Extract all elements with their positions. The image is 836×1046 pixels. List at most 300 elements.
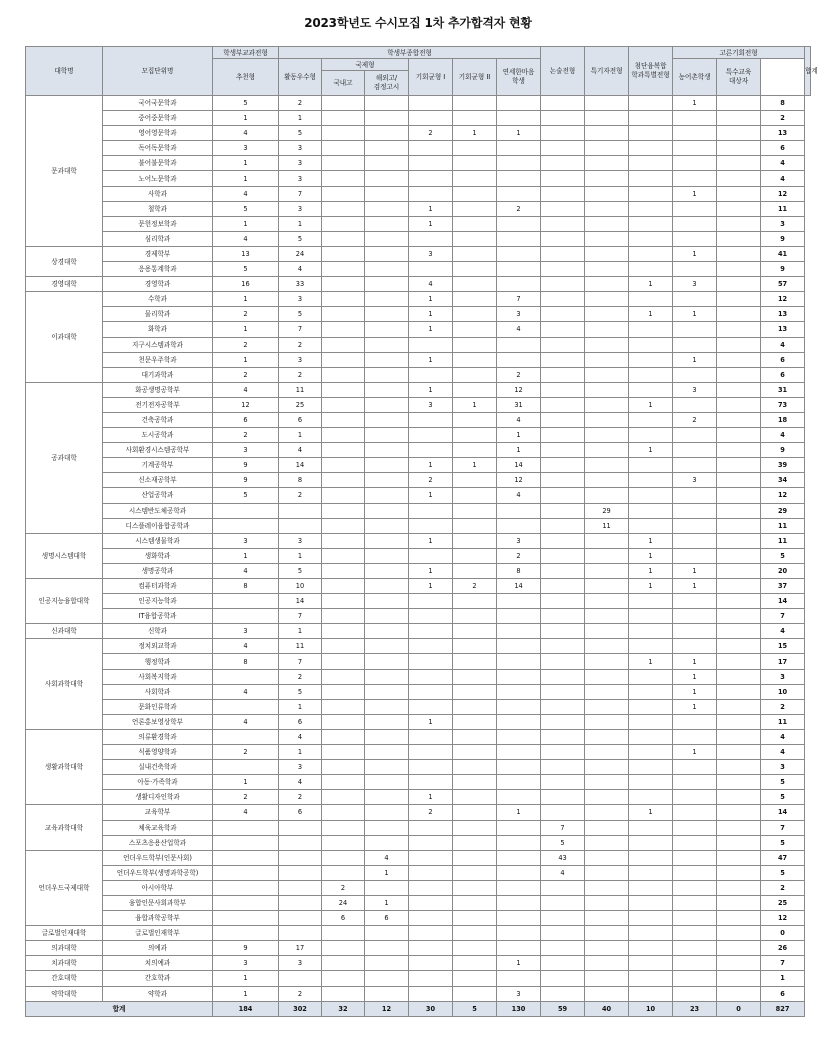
row-total: 11 xyxy=(761,201,805,216)
count-cell xyxy=(279,503,322,518)
count-cell xyxy=(497,594,541,609)
count-cell xyxy=(673,986,717,1001)
count-cell xyxy=(365,926,409,941)
count-cell xyxy=(585,473,629,488)
count-cell xyxy=(322,292,365,307)
count-cell xyxy=(585,835,629,850)
total-cell: 827 xyxy=(761,1001,805,1016)
count-cell: 6 xyxy=(213,412,279,427)
count-cell xyxy=(453,835,497,850)
row-total: 4 xyxy=(761,428,805,443)
table-row xyxy=(26,231,811,246)
table-row xyxy=(26,775,811,790)
count-cell xyxy=(717,790,761,805)
count-cell xyxy=(453,609,497,624)
count-cell xyxy=(673,231,717,246)
count-cell xyxy=(365,729,409,744)
count-cell xyxy=(409,503,453,518)
count-cell xyxy=(585,911,629,926)
count-cell: 2 xyxy=(213,367,279,382)
count-cell xyxy=(453,518,497,533)
unit-name: 디스플레이융합공학과 xyxy=(103,518,213,533)
count-cell: 2 xyxy=(322,880,365,895)
count-cell xyxy=(213,895,279,910)
unit-name: 기계공학부 xyxy=(103,458,213,473)
row-total: 4 xyxy=(761,337,805,352)
header-comprehensive-group: 학생부종합전형 xyxy=(279,47,541,59)
count-cell xyxy=(497,699,541,714)
count-cell: 6 xyxy=(279,805,322,820)
count-cell xyxy=(629,96,673,111)
count-cell xyxy=(673,171,717,186)
count-cell xyxy=(322,548,365,563)
count-cell xyxy=(717,201,761,216)
count-cell: 1 xyxy=(629,579,673,594)
row-total: 15 xyxy=(761,639,805,654)
table-row xyxy=(26,126,811,141)
count-cell: 8 xyxy=(213,654,279,669)
header-equal-opportunity-group: 고른기회전형 xyxy=(673,47,805,59)
count-cell: 4 xyxy=(279,729,322,744)
count-cell xyxy=(629,609,673,624)
count-cell xyxy=(497,865,541,880)
count-cell xyxy=(497,880,541,895)
count-cell: 4 xyxy=(279,775,322,790)
count-cell xyxy=(453,714,497,729)
count-cell xyxy=(453,141,497,156)
count-cell xyxy=(409,412,453,427)
count-cell xyxy=(279,820,322,835)
count-cell xyxy=(213,820,279,835)
count-cell xyxy=(365,292,409,307)
count-cell xyxy=(717,654,761,669)
count-cell xyxy=(497,262,541,277)
count-cell xyxy=(585,201,629,216)
table-body xyxy=(26,96,811,1017)
row-total: 12 xyxy=(761,186,805,201)
count-cell xyxy=(365,639,409,654)
count-cell: 1 xyxy=(365,865,409,880)
unit-name: 의예과 xyxy=(103,941,213,956)
unit-name: 언더우드학부(생명과학공학) xyxy=(103,865,213,880)
count-cell xyxy=(213,835,279,850)
count-cell: 1 xyxy=(213,171,279,186)
count-cell xyxy=(673,895,717,910)
college-name: 사회과학대학 xyxy=(26,639,103,730)
count-cell xyxy=(365,186,409,201)
count-cell: 1 xyxy=(279,699,322,714)
table-row xyxy=(26,880,811,895)
count-cell: 1 xyxy=(673,745,717,760)
count-cell xyxy=(453,473,497,488)
row-total: 18 xyxy=(761,412,805,427)
unit-name: 응용통계학과 xyxy=(103,262,213,277)
count-cell xyxy=(409,911,453,926)
count-cell xyxy=(453,488,497,503)
count-cell: 7 xyxy=(541,820,585,835)
count-cell xyxy=(717,262,761,277)
count-cell: 4 xyxy=(541,865,585,880)
count-cell xyxy=(453,745,497,760)
count-cell xyxy=(453,186,497,201)
count-cell xyxy=(717,669,761,684)
count-cell xyxy=(453,503,497,518)
count-cell xyxy=(322,126,365,141)
count-cell xyxy=(497,216,541,231)
count-cell xyxy=(585,624,629,639)
count-cell xyxy=(585,488,629,503)
count-cell xyxy=(541,307,585,322)
count-cell xyxy=(365,609,409,624)
count-cell xyxy=(673,971,717,986)
count-cell xyxy=(279,911,322,926)
count-cell xyxy=(497,760,541,775)
unit-name: 정치외교학과 xyxy=(103,639,213,654)
row-total: 4 xyxy=(761,729,805,744)
college-name: 글로벌인재대학 xyxy=(26,926,103,941)
count-cell xyxy=(541,156,585,171)
count-cell xyxy=(541,699,585,714)
header-activity: 활동우수형 xyxy=(279,59,322,96)
count-cell: 4 xyxy=(213,382,279,397)
table-row xyxy=(26,111,811,126)
count-cell xyxy=(497,729,541,744)
total-cell: 5 xyxy=(453,1001,497,1016)
count-cell xyxy=(585,96,629,111)
count-cell xyxy=(717,986,761,1001)
count-cell xyxy=(409,941,453,956)
unit-name: 사회환경시스템공학부 xyxy=(103,443,213,458)
count-cell xyxy=(453,669,497,684)
row-total: 9 xyxy=(761,262,805,277)
count-cell xyxy=(279,835,322,850)
count-cell xyxy=(453,322,497,337)
table-row xyxy=(26,594,811,609)
unit-name: 컴퓨터과학과 xyxy=(103,579,213,594)
count-cell: 1 xyxy=(279,548,322,563)
table-row xyxy=(26,412,811,427)
count-cell xyxy=(541,775,585,790)
row-total: 37 xyxy=(761,579,805,594)
count-cell xyxy=(322,956,365,971)
count-cell xyxy=(541,669,585,684)
count-cell xyxy=(717,473,761,488)
count-cell xyxy=(409,428,453,443)
count-cell xyxy=(541,518,585,533)
count-cell xyxy=(365,397,409,412)
count-cell: 2 xyxy=(279,488,322,503)
count-cell: 1 xyxy=(409,790,453,805)
unit-name: 문화인류학과 xyxy=(103,699,213,714)
count-cell xyxy=(322,96,365,111)
count-cell: 2 xyxy=(213,745,279,760)
count-cell xyxy=(322,835,365,850)
count-cell xyxy=(717,141,761,156)
count-cell xyxy=(717,428,761,443)
count-cell xyxy=(365,669,409,684)
table-row xyxy=(26,367,811,382)
unit-name: 아동·가족학과 xyxy=(103,775,213,790)
count-cell: 7 xyxy=(279,186,322,201)
count-cell xyxy=(453,986,497,1001)
header-advanced: 첨단융복합 학과특별전형 xyxy=(629,47,673,96)
row-total: 9 xyxy=(761,443,805,458)
count-cell xyxy=(585,322,629,337)
row-total: 10 xyxy=(761,684,805,699)
count-cell: 12 xyxy=(497,382,541,397)
count-cell xyxy=(322,654,365,669)
count-cell xyxy=(453,412,497,427)
college-name: 문과대학 xyxy=(26,96,103,247)
count-cell xyxy=(585,760,629,775)
count-cell: 3 xyxy=(279,201,322,216)
count-cell xyxy=(673,548,717,563)
count-cell: 1 xyxy=(673,307,717,322)
count-cell xyxy=(541,609,585,624)
count-cell xyxy=(585,699,629,714)
unit-name: 인공지능학과 xyxy=(103,594,213,609)
count-cell xyxy=(322,745,365,760)
count-cell: 1 xyxy=(453,458,497,473)
row-total: 11 xyxy=(761,533,805,548)
count-cell: 1 xyxy=(409,533,453,548)
count-cell xyxy=(717,443,761,458)
count-cell: 43 xyxy=(541,850,585,865)
unit-name: 치의예과 xyxy=(103,956,213,971)
row-total: 31 xyxy=(761,382,805,397)
header-rural: 농어촌학생 xyxy=(673,59,717,96)
table-row xyxy=(26,684,811,699)
count-cell xyxy=(673,729,717,744)
row-total: 4 xyxy=(761,171,805,186)
count-cell xyxy=(585,533,629,548)
row-total: 0 xyxy=(761,926,805,941)
unit-name: 도시공학과 xyxy=(103,428,213,443)
count-cell: 7 xyxy=(279,609,322,624)
count-cell: 14 xyxy=(279,458,322,473)
count-cell: 2 xyxy=(453,579,497,594)
count-cell xyxy=(717,594,761,609)
unit-name: 불어불문학과 xyxy=(103,156,213,171)
count-cell xyxy=(365,171,409,186)
unit-name: 화학과 xyxy=(103,322,213,337)
row-total: 2 xyxy=(761,699,805,714)
count-cell: 7 xyxy=(279,322,322,337)
unit-name: 경제학부 xyxy=(103,246,213,261)
count-cell xyxy=(409,865,453,880)
count-cell xyxy=(497,156,541,171)
count-cell: 1 xyxy=(673,96,717,111)
table-row xyxy=(26,911,811,926)
count-cell xyxy=(541,579,585,594)
count-cell xyxy=(541,428,585,443)
count-cell: 5 xyxy=(279,684,322,699)
count-cell: 1 xyxy=(497,956,541,971)
count-cell: 4 xyxy=(213,684,279,699)
count-cell xyxy=(673,609,717,624)
table-row xyxy=(26,986,811,1001)
table-row xyxy=(26,458,811,473)
count-cell: 5 xyxy=(279,563,322,578)
count-cell xyxy=(279,518,322,533)
count-cell xyxy=(717,941,761,956)
count-cell: 2 xyxy=(409,473,453,488)
unit-name: 사회학과 xyxy=(103,684,213,699)
count-cell xyxy=(453,533,497,548)
count-cell: 1 xyxy=(279,111,322,126)
count-cell: 1 xyxy=(213,775,279,790)
count-cell: 12 xyxy=(497,473,541,488)
count-cell xyxy=(453,594,497,609)
count-cell xyxy=(673,458,717,473)
header-special-skill: 특기자전형 xyxy=(585,47,629,96)
count-cell: 6 xyxy=(279,714,322,729)
count-cell xyxy=(585,171,629,186)
count-cell: 3 xyxy=(497,986,541,1001)
count-cell xyxy=(409,895,453,910)
count-cell xyxy=(213,880,279,895)
unit-name: 융합인문사회과학부 xyxy=(103,895,213,910)
count-cell xyxy=(717,895,761,910)
count-cell xyxy=(322,850,365,865)
count-cell: 25 xyxy=(279,397,322,412)
count-cell xyxy=(279,895,322,910)
count-cell: 1 xyxy=(409,216,453,231)
count-cell xyxy=(717,911,761,926)
count-cell xyxy=(629,669,673,684)
count-cell xyxy=(541,533,585,548)
count-cell: 4 xyxy=(213,126,279,141)
count-cell: 4 xyxy=(213,563,279,578)
count-cell xyxy=(409,850,453,865)
row-total: 4 xyxy=(761,624,805,639)
count-cell xyxy=(322,971,365,986)
count-cell xyxy=(279,880,322,895)
count-cell xyxy=(497,745,541,760)
count-cell xyxy=(585,126,629,141)
row-total: 2 xyxy=(761,880,805,895)
count-cell xyxy=(629,156,673,171)
count-cell: 3 xyxy=(279,171,322,186)
table-row xyxy=(26,790,811,805)
unit-name: 수학과 xyxy=(103,292,213,307)
count-cell xyxy=(213,911,279,926)
count-cell xyxy=(717,533,761,548)
table-row xyxy=(26,669,811,684)
count-cell xyxy=(322,382,365,397)
count-cell: 4 xyxy=(213,231,279,246)
unit-name: 언더우드학부(인문사회) xyxy=(103,850,213,865)
count-cell: 9 xyxy=(213,941,279,956)
count-cell: 9 xyxy=(213,473,279,488)
row-total: 5 xyxy=(761,790,805,805)
count-cell xyxy=(322,563,365,578)
count-cell xyxy=(717,382,761,397)
count-cell xyxy=(409,986,453,1001)
table-row xyxy=(26,971,811,986)
count-cell xyxy=(322,865,365,880)
count-cell: 1 xyxy=(497,443,541,458)
count-cell xyxy=(453,865,497,880)
count-cell xyxy=(629,473,673,488)
count-cell: 5 xyxy=(213,488,279,503)
count-cell xyxy=(453,382,497,397)
unit-name: 화공생명공학부 xyxy=(103,382,213,397)
count-cell: 3 xyxy=(213,443,279,458)
count-cell xyxy=(541,397,585,412)
count-cell xyxy=(673,156,717,171)
count-cell xyxy=(213,669,279,684)
count-cell xyxy=(585,880,629,895)
count-cell xyxy=(629,201,673,216)
row-total: 5 xyxy=(761,865,805,880)
count-cell xyxy=(629,865,673,880)
count-cell: 2 xyxy=(213,307,279,322)
count-cell xyxy=(322,790,365,805)
count-cell: 11 xyxy=(279,639,322,654)
count-cell: 4 xyxy=(213,714,279,729)
count-cell xyxy=(541,216,585,231)
count-cell xyxy=(541,473,585,488)
count-cell xyxy=(541,624,585,639)
count-cell xyxy=(213,594,279,609)
row-total: 4 xyxy=(761,745,805,760)
count-cell xyxy=(453,941,497,956)
count-cell: 3 xyxy=(213,533,279,548)
count-cell xyxy=(541,956,585,971)
count-cell xyxy=(673,714,717,729)
total-cell: 30 xyxy=(409,1001,453,1016)
count-cell xyxy=(629,941,673,956)
count-cell: 5 xyxy=(213,201,279,216)
row-total: 6 xyxy=(761,352,805,367)
table-row xyxy=(26,96,811,111)
count-cell xyxy=(673,443,717,458)
count-cell xyxy=(365,277,409,292)
count-cell xyxy=(365,624,409,639)
count-cell: 16 xyxy=(213,277,279,292)
count-cell xyxy=(585,895,629,910)
count-cell xyxy=(409,956,453,971)
count-cell xyxy=(365,835,409,850)
count-cell xyxy=(717,292,761,307)
unit-name: 영어영문학과 xyxy=(103,126,213,141)
count-cell xyxy=(409,760,453,775)
row-total: 5 xyxy=(761,835,805,850)
count-cell xyxy=(717,639,761,654)
count-cell: 1 xyxy=(673,246,717,261)
count-cell xyxy=(453,729,497,744)
count-cell xyxy=(322,216,365,231)
row-total: 29 xyxy=(761,503,805,518)
count-cell xyxy=(673,624,717,639)
count-cell xyxy=(365,971,409,986)
college-name: 생명시스템대학 xyxy=(26,533,103,578)
count-cell xyxy=(453,111,497,126)
unit-name: 천문우주학과 xyxy=(103,352,213,367)
count-cell xyxy=(717,729,761,744)
row-total: 3 xyxy=(761,760,805,775)
row-total: 7 xyxy=(761,820,805,835)
count-cell xyxy=(497,669,541,684)
count-cell xyxy=(279,926,322,941)
table-row xyxy=(26,171,811,186)
count-cell: 33 xyxy=(279,277,322,292)
count-cell xyxy=(497,503,541,518)
count-cell: 9 xyxy=(213,458,279,473)
table-row xyxy=(26,382,811,397)
count-cell xyxy=(585,956,629,971)
